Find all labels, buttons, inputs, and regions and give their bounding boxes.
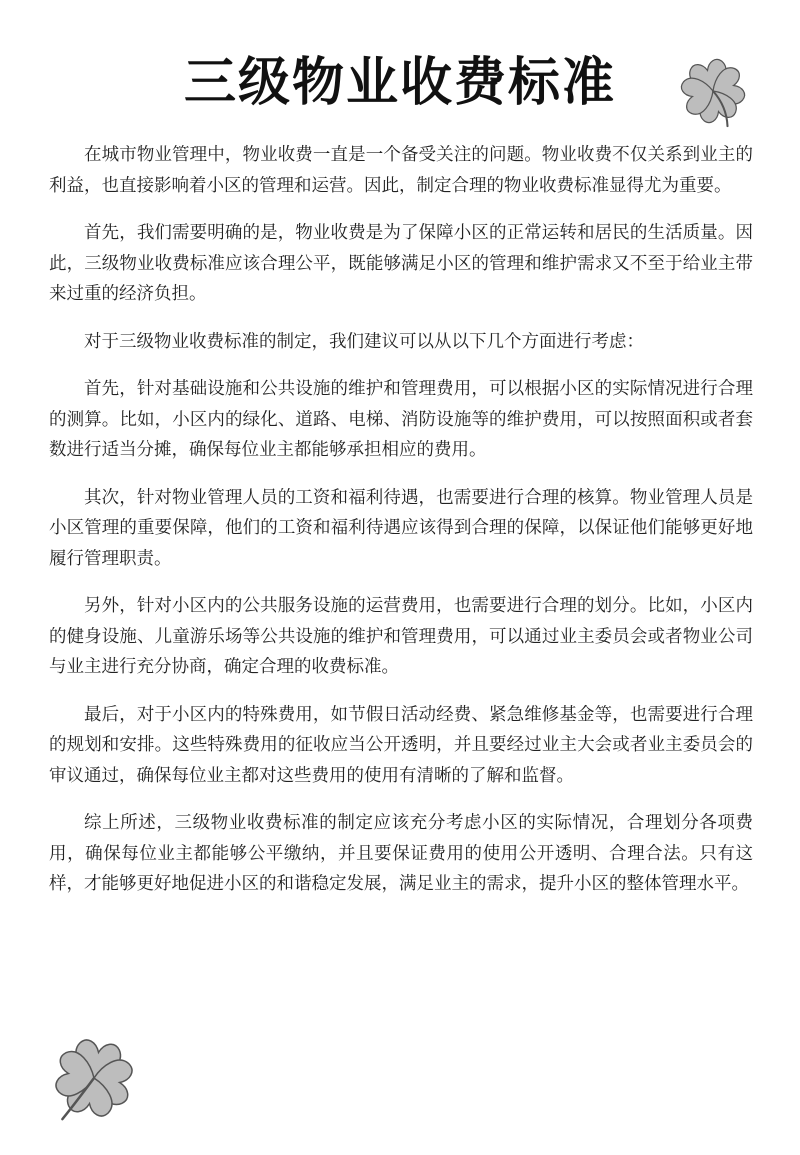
paragraph: 首先，我们需要明确的是，物业收费是为了保障小区的正常运转和居民的生活质量。因此，三级物业收费标准应该合理公平，既能够满足小区的管理和维护需求又不至于给业主带来过重的经济负担。 [49, 223, 753, 304]
paragraph: 首先，针对基础设施和公共设施的维护和管理费用，可以根据小区的实际情况进行合理的测算。比如，小区内的绿化、道路、电梯、消防设施等的维护费用，可以按照面积或者套数进行适当分摊，确保每位业主都能够承担相应的费用。 [49, 379, 753, 460]
paragraph: 另外，针对小区内的公共服务设施的运营费用，也需要进行合理的划分。比如，小区内的健身设施、儿童游乐场等公共设施的维护和管理费用，可以通过业主委员会或者物业公司与业主进行充分协商，确定合理的收费标准。 [49, 596, 753, 677]
page-title: 三级物业收费标准 [183, 53, 616, 113]
document-body [49, 140, 753, 917]
paragraph: 最后，对于小区内的特殊费用，如节假日活动经费、紧急维修基金等，也需要进行合理的规划和安排。这些特殊费用的征收应当公开透明，并且要经过业主大会或者业主委员会的审议通过，确保每位业主都对这些费用的使用有清晰的了解和监督。 [49, 704, 753, 786]
four-leaf-clover-icon [672, 50, 754, 132]
paragraph: 其次，针对物业管理人员的工资和福利待遇，也需要进行合理的核算。物业管理人员是小区管理的重要保障，他们的工资和福利待遇应该得到合理的保障，以保证他们能够更好地履行管理职责。 [49, 487, 753, 569]
paragraph: 在城市物业管理中，物业收费一直是一个备受关注的问题。物业收费不仅关系到业主的利益，也直接影响着小区的管理和运营。因此，制定合理的物业收费标准显得尤为重要。 [49, 145, 753, 196]
paragraph: 综上所述，三级物业收费标准的制定应该充分考虑小区的实际情况，合理划分各项费用，确保每位业主都能够公平缴纳，并且要保证费用的使用公开透明、合理合法。只有这样，才能够更好地促进小区的和谐稳定发展，满足业主的需求，提升小区的整体管理水平。 [49, 813, 753, 894]
four-leaf-clover-icon [44, 1028, 144, 1128]
paragraph: 对于三级物业收费标准的制定，我们建议可以从以下几个方面进行考虑： [84, 331, 644, 352]
